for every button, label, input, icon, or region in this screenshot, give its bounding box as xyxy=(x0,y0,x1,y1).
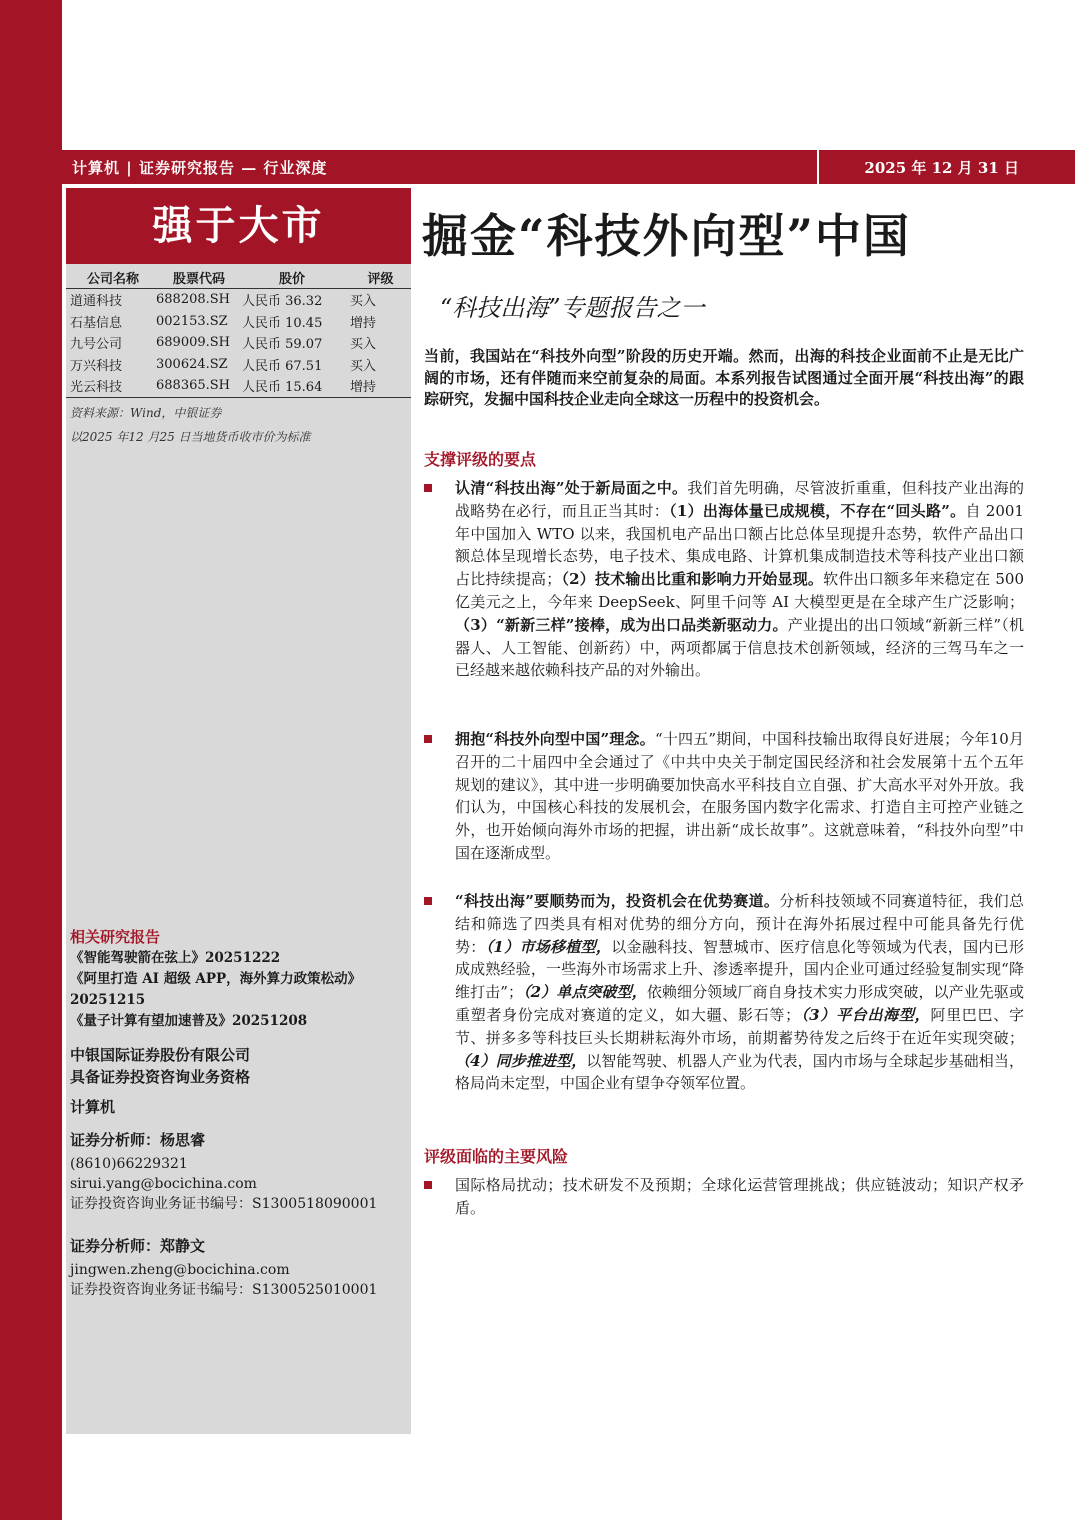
bullet-point xyxy=(424,477,1024,682)
stock-code: 002153.SZ xyxy=(156,313,228,329)
stock-code: 689009.SH xyxy=(156,335,231,351)
header-subtype: 行业深度 xyxy=(263,159,328,177)
stock-rating-table xyxy=(66,266,411,398)
header-bar xyxy=(62,150,1075,184)
bullet-body: 自 2001 年中国加入 WTO 以来，我国机电产品出口额占比总体呈现提升态势，软件产品出口额总体呈现增长态势，电子技术、集成电路、计算机集成制造技术等科技产业出口额占比持续提高； xyxy=(455,501,1024,589)
bullet-square-icon xyxy=(424,735,432,743)
table-row xyxy=(66,332,411,354)
rating-slogan: 强于大市 xyxy=(66,188,411,264)
analyst-cert: 证券投资咨询业务证书编号：S1300518090001 xyxy=(70,1196,378,1212)
bullet-body: 我们首先明确，尽管波折重重，但科技产业出海的战略势在必行，而且正当其时： xyxy=(455,479,1024,520)
bullet-highlight: （1）市场移植型， xyxy=(485,937,612,956)
table-header-name: 公司名称 xyxy=(66,266,156,289)
stock-rating: 买入 xyxy=(350,358,377,374)
analyst-email[interactable]: sirui.yang@bocichina.com xyxy=(70,1176,257,1192)
bullet-square-icon xyxy=(424,897,432,905)
bullet-body: 分析科技领域不同赛道特征，我们总结和筛选了四类具有相对优势的细分方向，预计在海外拓展过程中可能具备先行优势： xyxy=(455,892,1024,956)
stock-price: 人民币 10.45 xyxy=(242,315,323,331)
bullet-text xyxy=(455,728,1024,865)
stock-code: 300624.SZ xyxy=(156,356,228,372)
bullet-text xyxy=(455,477,1024,682)
table-header-price: 股价 xyxy=(242,266,342,289)
stock-price: 人民币 15.64 xyxy=(242,375,342,397)
stock-price: 人民币 59.07 xyxy=(242,337,323,353)
intro-paragraph: 当前，我国站在“科技外向型”阶段的历史开端。然而，出海的科技企业面前不止是无比广阔的市场，还有伴随而来空前复杂的局面。本系列报告试图通过全面开展“科技出海”的跟踪研究，发掘中国科技企业走向全球这一历程中的投资机会。 xyxy=(424,347,1024,408)
related-report-item[interactable]: 《智能驾驶箭在弦上》20251222 xyxy=(70,950,281,966)
analyst-title: 证券分析师：杨思睿 xyxy=(70,1131,206,1149)
header-report-type: 证券研究报告 xyxy=(138,159,235,177)
table-row xyxy=(66,375,411,397)
bullet-highlight: （2）单点突破型， xyxy=(522,983,647,1002)
table-header-code: 股票代码 xyxy=(156,266,242,289)
related-report-item[interactable]: 《量子计算有望加速普及》20251208 xyxy=(70,1013,308,1029)
left-accent-stripe xyxy=(0,0,62,1520)
bullet-body: 以金融科技、智慧城市、医疗信息化等领域为代表，国内已形成成熟经验，一些海外市场需求上升、渗透率提升，国内企业可通过经验复制实现“降维打击”； xyxy=(455,937,1024,1002)
header-separator xyxy=(817,150,819,184)
analyst-block xyxy=(70,1236,377,1300)
bullet-body: 以智能驾驶、机器人产业为代表，国内市场与全球起步基础相当，格局尚未定型，中国企业有望争夺领军位置。 xyxy=(455,1051,1024,1093)
stock-rating: 增持 xyxy=(342,375,411,397)
bullet-point xyxy=(424,890,1024,1095)
bullet-point xyxy=(424,728,1024,865)
bullet-highlight: （2）技术输出比重和影响力开始显现。 xyxy=(561,570,824,589)
stock-code: 688208.SH xyxy=(156,292,231,308)
related-report-item[interactable]: 20251215 xyxy=(70,992,146,1008)
section-title-risks: 评级面临的主要风险 xyxy=(424,1147,569,1166)
analyst-phone: (8610)66229321 xyxy=(70,1156,188,1172)
table-row xyxy=(66,289,411,311)
bullet-highlight: （3）平台出海型， xyxy=(800,1005,931,1024)
analyst-block xyxy=(70,1130,377,1214)
related-reports-title: 相关研究报告 xyxy=(70,928,161,946)
bullet-square-icon xyxy=(424,484,432,492)
report-subtitle: “科技出海”专题报告之一 xyxy=(440,294,705,322)
stock-name: 石基信息 xyxy=(70,315,123,331)
section-title-key-points: 支撑评级的要点 xyxy=(424,450,537,469)
report-date: 2025 年 12 月 31 日 xyxy=(864,159,1019,177)
stock-rating: 买入 xyxy=(350,294,377,310)
stock-name: 九号公司 xyxy=(70,337,123,353)
bullet-highlight: （1）出海体量已成规模，不存在“回头路”。 xyxy=(669,501,966,520)
bullet-lead: 认清“科技出海”处于新局面之中。 xyxy=(455,479,688,497)
header-divider: | xyxy=(126,159,139,177)
company-block xyxy=(70,1044,250,1088)
price-basis-note: 以2025 年12 月25 日当地货币收市价为标准 xyxy=(70,430,311,444)
header-category: 计算机 xyxy=(72,159,121,177)
bullet-highlight: （4）同步推进型， xyxy=(455,1051,587,1070)
stock-code: 688365.SH xyxy=(156,375,242,397)
stock-rating: 买入 xyxy=(350,337,377,353)
source-note: 资料来源：Wind，中银证券 xyxy=(70,406,222,420)
bullet-body: 依赖细分领域厂商自身技术实力形成突破，以产业先驱或重塑者身份完成对赛道的定义，如大疆、影石等； xyxy=(455,983,1024,1024)
bullet-body: 软件出口额多年来稳定在 500 亿美元之上，今年来 DeepSeek、阿里千问等 AI 大模型更是在全球产生广泛影响； xyxy=(455,570,1024,611)
header-category-line xyxy=(72,157,327,178)
risk-text: 国际格局扰动；技术研发不及预期；全球化运营管理挑战；供应链波动；知识产权矛盾。 xyxy=(455,1176,1024,1217)
bullet-lead: 拥抱“科技外向型中国”理念。 xyxy=(455,730,655,748)
related-report-item[interactable]: 《阿里打造 AI 超级 APP，海外算力政策松动》 xyxy=(70,971,362,987)
analyst-title: 证券分析师：郑静文 xyxy=(70,1237,206,1255)
stock-price: 人民币 67.51 xyxy=(242,358,323,374)
analyst-email[interactable]: jingwen.zheng@bocichina.com xyxy=(70,1262,290,1278)
stock-name: 万兴科技 xyxy=(70,358,123,374)
bullet-body: 阿里巴巴、字节、拼多多等科技巨头长期耕耘海外市场，前期蓄势待发之后终于在近年实现突破； xyxy=(455,1005,1024,1047)
related-reports-list xyxy=(70,948,410,1032)
stock-price: 人民币 36.32 xyxy=(242,294,323,310)
table-header-row xyxy=(66,266,411,289)
bullet-lead: “科技出海”要顺势而为，投资机会在优势赛道。 xyxy=(455,892,780,910)
table-row xyxy=(66,354,411,376)
analyst-cert: 证券投资咨询业务证书编号：S1300525010001 xyxy=(70,1282,378,1298)
company-qualification: 具备证券投资咨询业务资格 xyxy=(70,1068,251,1086)
header-dash: — xyxy=(241,159,258,177)
bullet-point xyxy=(424,1174,1024,1220)
company-name: 中银国际证券股份有限公司 xyxy=(70,1046,251,1064)
stock-name: 道通科技 xyxy=(70,294,123,310)
table-row xyxy=(66,311,411,333)
stock-name: 光云科技 xyxy=(66,375,156,397)
sector-label: 计算机 xyxy=(70,1098,116,1116)
report-title: 掘金“科技外向型”中国 xyxy=(422,209,911,263)
bullet-body: “十四五”期间，中国科技输出取得良好进展；今年10月召开的二十届四中全会通过了《中共中央关于制定国民经济和社会发展第十五个五年规划的建议》，其中进一步明确要加快高水平科技自立自强、扩大高水平对外开放。我们认为，中国核心科技的发展机会，在服务国内数字化需求、打造自主可控产业链之外，也开始倾向海外市场的把握，讲出新“成长故事”。这就意味着，“科技外向型”中国在逐渐成型。 xyxy=(455,730,1024,862)
table-header-rating: 评级 xyxy=(342,266,411,289)
bullet-highlight: （3）“新新三样”接棒，成为出口品类新驱动力。 xyxy=(455,615,788,634)
stock-rating: 增持 xyxy=(350,315,377,331)
bullet-text xyxy=(455,890,1024,1095)
bullet-body: 产业提出的出口领域“新新三样”（机器人、人工智能、创新药）中，两项都属于信息技术创新领域，经济的三驾马车之一已经越来越依赖科技产品的对外输出。 xyxy=(455,615,1024,680)
bullet-square-icon xyxy=(424,1181,432,1189)
sidebar xyxy=(66,188,411,1434)
